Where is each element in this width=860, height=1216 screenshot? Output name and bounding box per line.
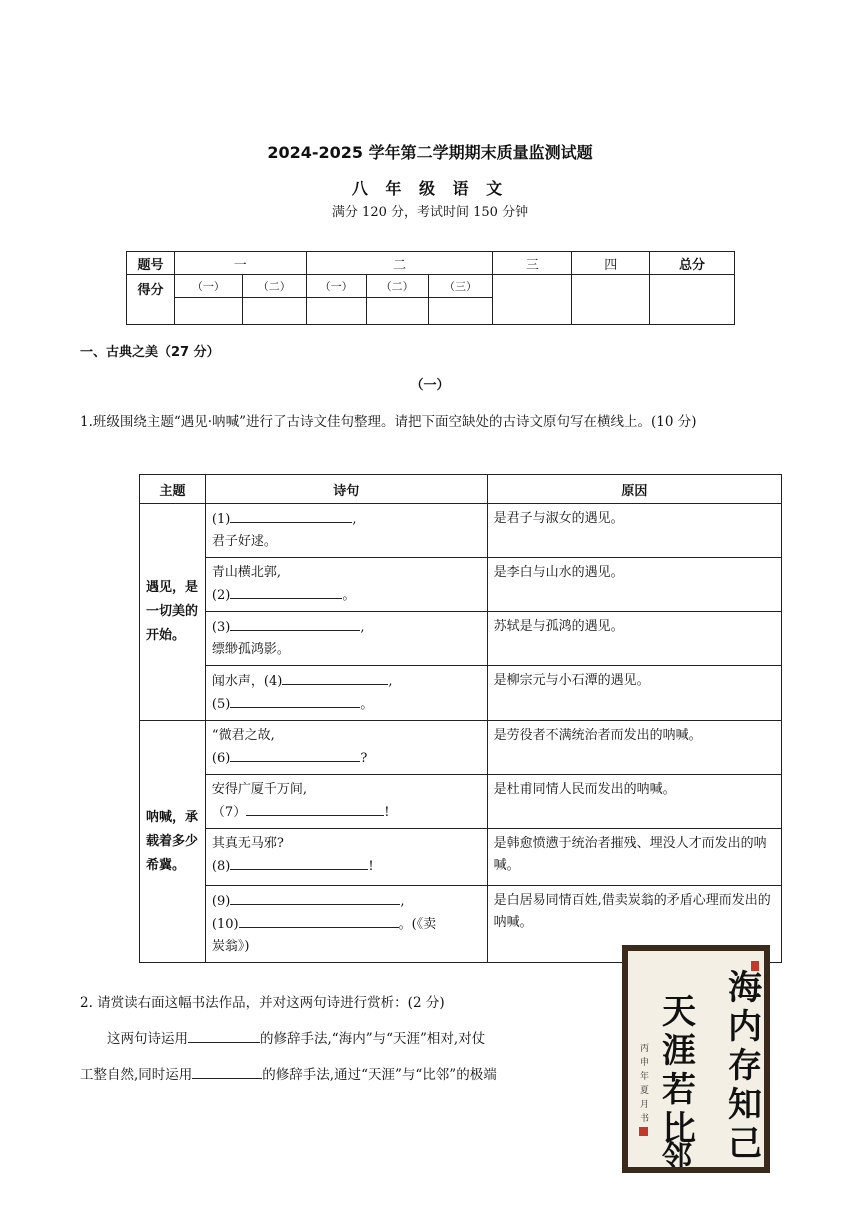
line-text: ,: [352, 512, 357, 527]
answer-blank-10[interactable]: [239, 913, 399, 928]
callig-char: 知: [728, 1085, 762, 1125]
score-table: [126, 251, 735, 325]
line-text: (6): [211, 751, 231, 766]
score-sub-cell: （一）: [306, 275, 366, 298]
callig-char: 涯: [662, 1031, 696, 1071]
callig-char: 邻: [662, 1140, 692, 1167]
reason-cell: 是白居易同情百姓,借卖炭翁的矛盾心理而发出的呐喊。: [487, 886, 781, 963]
score-input-cell[interactable]: [493, 275, 572, 325]
reason-cell: 是李白与山水的遇见。: [487, 558, 781, 612]
line-text: !: [368, 859, 374, 874]
line-text: ?: [360, 751, 368, 766]
line-text: (3): [211, 620, 231, 635]
line-text: (2): [211, 588, 231, 603]
question-2: [80, 985, 600, 1093]
callig-char: 天: [662, 992, 696, 1032]
score-label-cell: 得分: [127, 275, 175, 325]
reason-cell: 苏轼是与孤鸿的遇见。: [487, 612, 781, 666]
line-text: (1): [211, 512, 231, 527]
callig-char: 比: [662, 1109, 696, 1149]
line-text: 。(《卖: [398, 917, 437, 932]
reason-cell: 是杜甫同情人民而发出的呐喊。: [487, 775, 781, 829]
line-text: ,: [360, 620, 365, 635]
score-header-cell: 三: [493, 252, 572, 275]
score-sub-cell: （二）: [242, 275, 306, 298]
q2-text: 这两句诗运用: [107, 1031, 188, 1047]
answer-blank-7[interactable]: [246, 801, 384, 816]
calligraphy-image: [628, 951, 764, 1167]
callig-char: 若: [662, 1070, 696, 1110]
inscription-char: 丙: [640, 1044, 650, 1054]
line-text: (5): [211, 697, 231, 712]
line-text: ,: [388, 674, 393, 689]
line-text: !: [384, 805, 390, 820]
section-heading: 一、古典之美（27 分）: [80, 345, 220, 360]
reason-cell: 是柳宗元与小石潭的遇见。: [487, 666, 781, 721]
q2-text: 工整自然,同时运用: [80, 1067, 193, 1083]
exam-info: 满分 120 分，考试时间 150 分钟: [331, 205, 529, 220]
score-input-cell[interactable]: [174, 298, 242, 325]
callig-char: 内: [728, 1007, 762, 1047]
answer-blank-3[interactable]: [230, 616, 360, 631]
callig-char: 己: [728, 1124, 762, 1164]
answer-blank-1[interactable]: [230, 508, 352, 523]
score-header-cell: 四: [572, 252, 650, 275]
score-sub-cell: （一）: [174, 275, 242, 298]
score-header-cell: 总分: [650, 252, 735, 275]
answer-blank-9[interactable]: [230, 890, 400, 905]
inscription-char: 年: [640, 1072, 650, 1082]
line-text: (8): [211, 859, 231, 874]
score-input-cell[interactable]: [572, 275, 650, 325]
line-text: 。: [342, 588, 356, 603]
callig-char: 存: [728, 1046, 762, 1086]
score-input-cell[interactable]: [306, 298, 366, 325]
inscription-char: 夏: [640, 1086, 650, 1096]
line-text: ,: [400, 894, 405, 909]
question-1-stem: 1.班级围绕主题“遇见·呐喊”进行了古诗文佳句整理。请把下面空缺处的古诗文原句写在横线上。(10 分): [80, 414, 697, 430]
score-sub-cell: （三）: [428, 275, 493, 298]
q2-blank-1[interactable]: [188, 1028, 260, 1043]
table-row: [140, 558, 782, 612]
line-text: 安得广厦千万间,: [211, 782, 308, 797]
q2-blank-2[interactable]: [192, 1064, 262, 1079]
line-text: 炭翁》): [211, 939, 250, 954]
poem-header-lines: 诗句: [205, 475, 487, 504]
line-text: (9): [211, 894, 231, 909]
table-row: [140, 666, 782, 721]
inscription-char: 申: [640, 1058, 650, 1068]
score-sub-cell: （二）: [366, 275, 428, 298]
inscription-char: 月: [640, 1100, 650, 1110]
poem-header-reason: 原因: [487, 475, 781, 504]
line-text: 。: [360, 697, 374, 712]
table-row: [140, 612, 782, 666]
score-input-cell[interactable]: [428, 298, 493, 325]
q2-text: 的修辞手法,通过“天涯”与“比邻”的极端: [262, 1067, 497, 1083]
reason-cell: 是劳役者不满统治者而发出的呐喊。: [487, 721, 781, 775]
score-header-cell: 题号: [127, 252, 175, 275]
question-2-stem: 2. 请赏读右面这幅书法作品，并对这两句诗进行赏析：(2 分): [80, 995, 445, 1011]
line-text: “微君之故,: [211, 728, 275, 743]
subject-title: 八 年 级 语 文: [351, 179, 509, 198]
theme-outcry: 呐喊，承载着多少希冀。: [140, 721, 206, 963]
line-text: 君子好逑。: [211, 534, 277, 549]
poem-table: [139, 474, 782, 963]
poem-header-theme: 主题: [140, 475, 206, 504]
calligraphy-artwork: [622, 945, 770, 1173]
answer-blank-5[interactable]: [230, 693, 360, 708]
line-text: （7）: [211, 805, 247, 820]
line-text: (10): [211, 917, 239, 932]
inscription-char: 书: [640, 1114, 650, 1124]
score-input-cell[interactable]: [242, 298, 306, 325]
table-row: [140, 775, 782, 829]
line-text: 闻水声，(4): [211, 674, 283, 689]
answer-blank-4[interactable]: [282, 670, 388, 685]
reason-cell: 是君子与淑女的遇见。: [487, 504, 781, 558]
score-input-cell[interactable]: [650, 275, 735, 325]
score-header-cell: 二: [306, 252, 493, 275]
table-row: [140, 721, 782, 775]
q2-text: 的修辞手法,“海内”与“天涯”相对,对仗: [260, 1031, 486, 1047]
reason-cell: 是韩愈愤懑于统治者摧残、埋没人才而发出的呐喊。: [487, 829, 781, 886]
line-text: 其真无马邪?: [211, 836, 284, 851]
theme-encounter: 遇见，是一切美的开始。: [140, 504, 206, 721]
table-row: [140, 504, 782, 558]
line-text: 缥缈孤鸿影。: [211, 642, 290, 657]
score-input-cell[interactable]: [366, 298, 428, 325]
line-text: 青山横北郭,: [211, 565, 282, 580]
seal-bottom-icon: [639, 1127, 648, 1136]
part-heading: （一）: [410, 378, 450, 393]
score-header-cell: 一: [174, 252, 306, 275]
answer-blank-2[interactable]: [230, 584, 342, 599]
table-row: [140, 829, 782, 886]
answer-blank-8[interactable]: [230, 855, 368, 870]
callig-char: 海: [728, 968, 762, 1008]
exam-title: 2024-2025 学年第二学期期末质量监测试题: [267, 143, 593, 162]
answer-blank-6[interactable]: [230, 747, 360, 762]
